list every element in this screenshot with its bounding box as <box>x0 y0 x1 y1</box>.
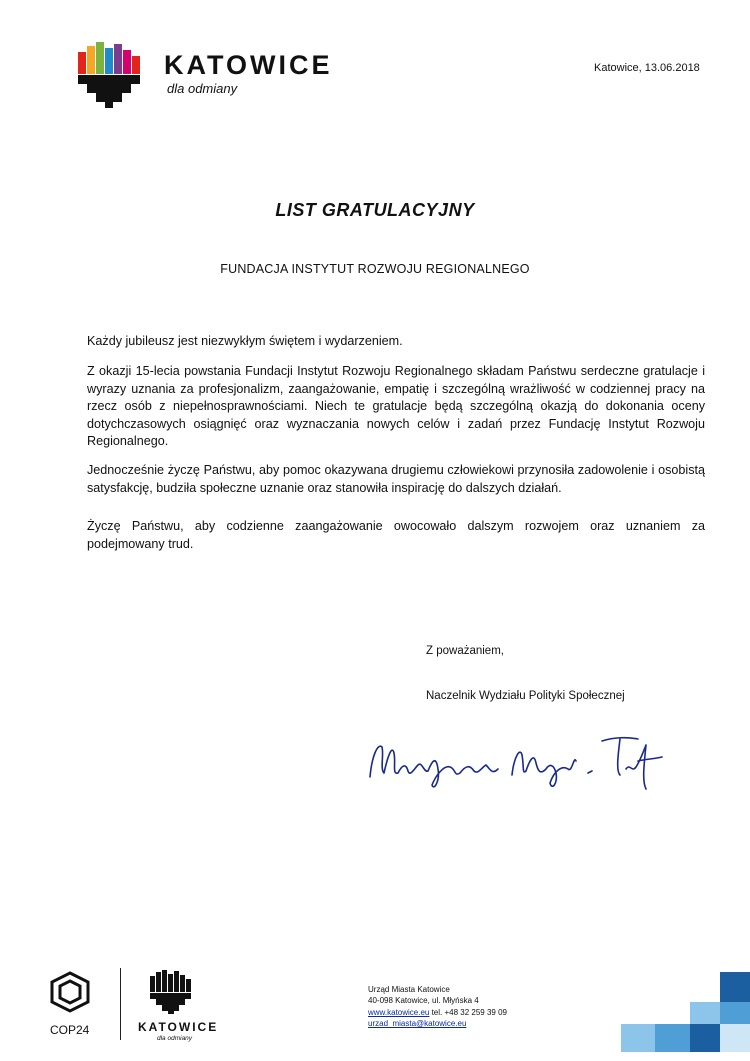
footer-logo-wordmark: KATOWICE <box>138 1020 219 1034</box>
decorative-blue-squares <box>621 972 750 1052</box>
letter-date: Katowice, 13.06.2018 <box>594 62 700 74</box>
email-link[interactable]: urzad_miasta@katowice.eu <box>368 1018 467 1028</box>
logo-wordmark: KATOWICE <box>164 50 333 80</box>
letter-closing: Z poważaniem, <box>426 645 504 657</box>
address-line-contact <box>368 1007 507 1018</box>
cop24-logo-icon <box>47 970 93 1014</box>
footer-logo-tagline: dla odmiany <box>157 1035 193 1042</box>
logo-tagline: dla odmiany <box>167 81 238 96</box>
katowice-footer-logo-icon <box>150 970 194 1014</box>
katowice-logo-icon <box>78 42 140 108</box>
letter-paragraph: Jednocześnie życzę Państwu, aby pomoc okazywana drugiemu człowiekowi przynosiła zadowolenie i osobistą satysfakcję, budziła społeczne uznanie oraz stanowiła inspirację do dalszych działań. <box>87 463 705 495</box>
website-link[interactable]: www.katowice.eu <box>368 1007 430 1017</box>
letter-paragraph: Z okazji 15-lecia powstania Fundacji Instytut Rozwoju Regionalnego składam Państwu serdeczne gratulacje i wyrazy uznania za profesjonalizm, zaangażowanie, empatię i szczególną wrażliwość w codziennej pracy na rzecz osób z niepełnosprawnościami. Niech te gratulacje będą szczególną okazją do dokonania oceny dotychczasowych osiągnięć oraz wyznaczania nowych celów i zadań przez Fundację Instytut Rozwoju Regionalnego. <box>87 364 705 448</box>
letter-title: LIST GRATULACYJNY <box>275 200 475 220</box>
footer-divider <box>120 968 121 1040</box>
letter-paragraph: Życzę Państwu, aby codzienne zaangażowanie owocowało dalszym rozwojem oraz uznaniem za podejmowany trud. <box>87 519 705 551</box>
footer-address <box>368 984 507 1029</box>
address-line-street: 40-098 Katowice, ul. Młyńska 4 <box>368 996 479 1006</box>
letter-recipient: FUNDACJA INSTYTUT ROZWOJU REGIONALNEGO <box>220 262 530 276</box>
signer-position: Naczelnik Wydziału Polityki Społecznej <box>426 690 625 702</box>
letter-paragraph: Każdy jubileusz jest niezwykłym świętem i wydarzeniem. <box>87 334 403 348</box>
cop24-label: COP24 <box>50 1023 90 1037</box>
handwritten-signature <box>362 725 672 795</box>
address-line-office: Urząd Miasta Katowice <box>368 985 450 994</box>
phone-number: tel. +48 32 259 39 09 <box>429 1007 507 1017</box>
